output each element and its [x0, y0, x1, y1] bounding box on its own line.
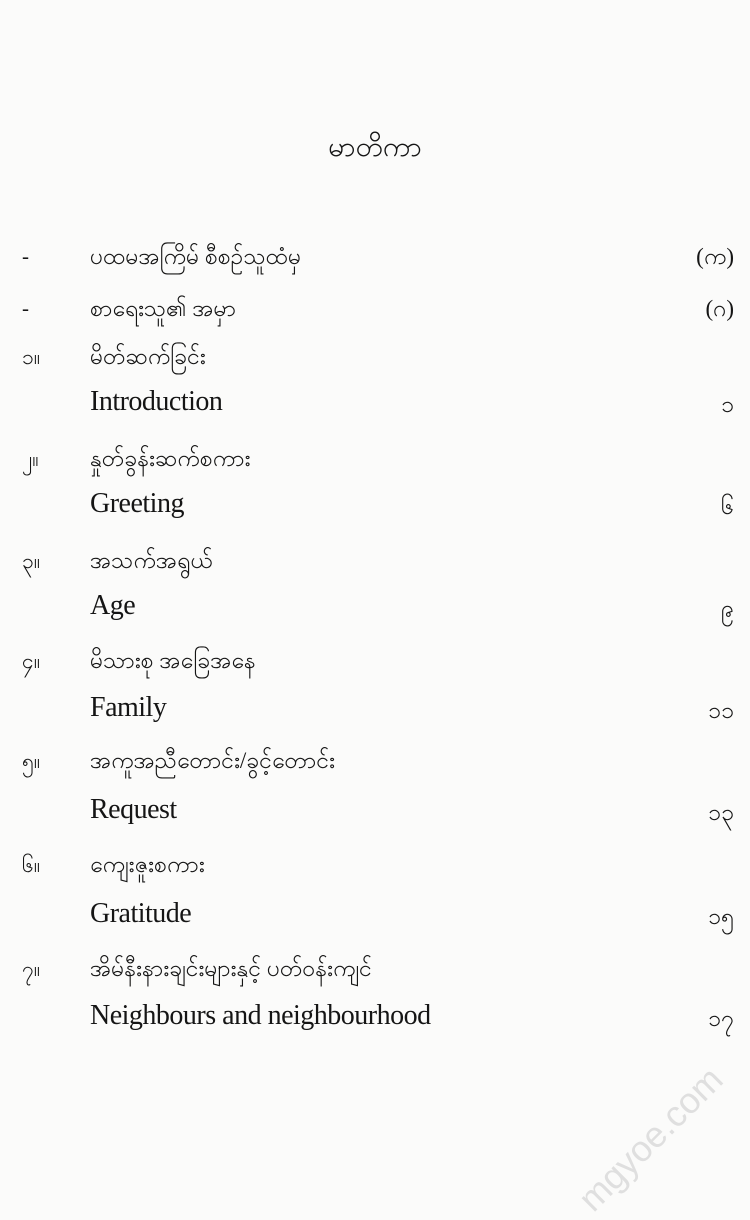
- entry-title: Greeting: [90, 488, 184, 519]
- entry-title: အကူအညီတောင်း/ခွင့်တောင်း: [90, 748, 335, 773]
- toc-entry: [0, 336, 750, 382]
- entry-title: Neighbours and neighbourhood: [90, 1000, 431, 1031]
- entry-title: ပထမအကြိမ် စီစဉ်သူထံမှ: [90, 244, 302, 269]
- entry-page: ၁၃: [708, 800, 734, 825]
- entry-title: အသက်အရွယ်: [90, 548, 213, 573]
- entry-number: ၅။: [22, 749, 41, 773]
- toc-entry: [0, 844, 750, 890]
- toc-entry: [0, 588, 750, 634]
- entry-number: ၄။: [22, 649, 41, 673]
- entry-title: Request: [90, 794, 177, 825]
- entry-title: Age: [90, 590, 136, 621]
- entry-number: ၇။: [22, 957, 41, 981]
- entry-title: ကျေးဇူးစကား: [90, 852, 205, 877]
- entry-number: -: [22, 244, 29, 268]
- entry-number: ၂။: [22, 447, 39, 471]
- toc-entry: [0, 540, 750, 586]
- toc-entry: [0, 740, 750, 786]
- entry-page: (က): [696, 244, 734, 269]
- toc-entry: [0, 384, 750, 430]
- toc-entry: [0, 690, 750, 736]
- toc-entry: [0, 948, 750, 994]
- entry-title: နှုတ်ခွန်းဆက်စကား: [90, 446, 251, 471]
- entry-page: ၆: [721, 494, 734, 519]
- entry-number: ၃။: [22, 549, 41, 573]
- toc-entry: [0, 998, 750, 1044]
- toc-entry: [0, 438, 750, 484]
- entry-title: Introduction: [90, 386, 223, 417]
- entry-page: (ဂ): [705, 296, 734, 321]
- entry-page: ၁၅: [708, 904, 734, 929]
- entry-title: စာရေးသူ၏ အမှာ: [90, 296, 237, 321]
- toc-entry: [0, 640, 750, 686]
- toc-entry: [0, 236, 750, 282]
- entry-page: ၉: [721, 596, 734, 621]
- watermark: mgyoe.com: [570, 1058, 731, 1219]
- toc-entry: [0, 896, 750, 942]
- entry-title: အိမ်နီးနားချင်းများနှင့် ပတ်ဝန်းကျင်: [90, 956, 372, 981]
- entry-page: ၁၁: [708, 698, 734, 723]
- entry-page: ၁: [721, 392, 734, 417]
- entry-number: ၁။: [22, 345, 41, 369]
- toc-entry: [0, 288, 750, 334]
- entry-page: ၁၇: [708, 1006, 734, 1031]
- entry-title: မိတ်ဆက်ခြင်း: [90, 344, 206, 369]
- entry-number: ၆။: [22, 853, 41, 877]
- entry-number: -: [22, 296, 29, 320]
- toc-entry: [0, 792, 750, 838]
- entry-title: မိသားစု အခြေအနေ: [90, 648, 256, 673]
- entry-title: Gratitude: [90, 898, 192, 929]
- toc-entry: [0, 486, 750, 532]
- page-title: မာတိကာ: [328, 132, 422, 163]
- entry-title: Family: [90, 692, 167, 723]
